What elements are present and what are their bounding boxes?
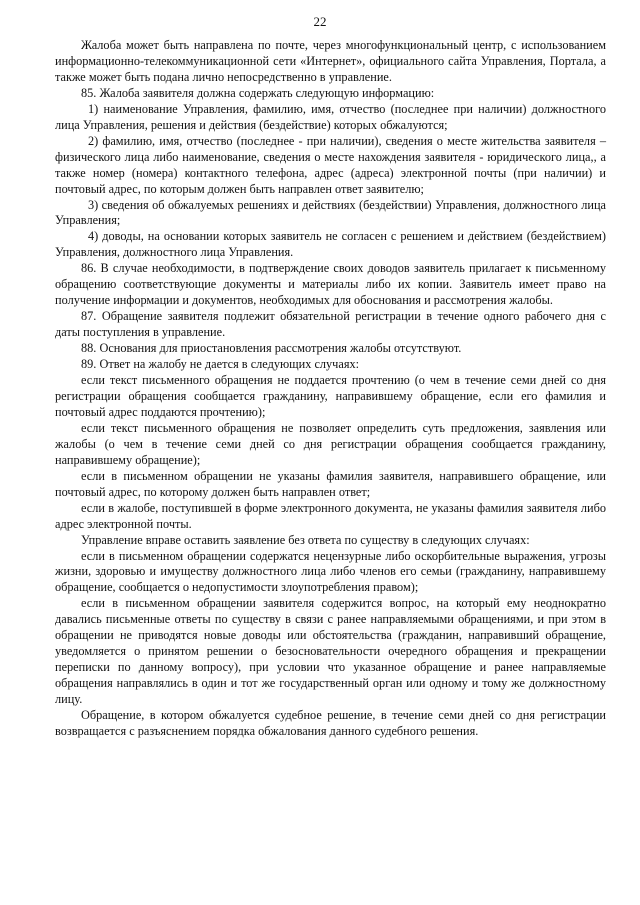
paragraph-85-item-3: 3) сведения об обжалуемых решениях и действиях (бездействии) Управления, должностного лица Управления;: [55, 197, 606, 228]
paragraph-89-heading: 89. Ответ на жалобу не дается в следующих случаях:: [81, 357, 360, 372]
paragraph-85-item-2: 2) фамилию, имя, отчество (последнее - при наличии), сведения о месте жительства заявителя – физического лица либо наименование, сведения о месте нахождения заявителя - юридического лица,, а также номер (номера) контактного телефона, адрес (адреса) электронной почты (при наличии) и почтовый адрес, по которым должен быть направлен ответ заявителю;: [55, 133, 606, 196]
paragraph-87: 87. Обращение заявителя подлежит обязательной регистрации в течение одного рабочего дня с даты поступления в управление.: [55, 309, 606, 340]
paragraph-89-case-2: если текст письменного обращения не позволяет определить суть предложения, заявления или жалобы (о чем в течение семи дней со дня регистрации обращения сообщается гражданину, направившему обращение);: [55, 420, 606, 467]
paragraph-no-answer-case-2: если в письменном обращении заявителя содержится вопрос, на который ему неоднократно давались письменные ответы по существу в связи с ранее направляемыми обращениями, и при этом в обращении не приводятся новые доводы или обстоятельства (гражданин, направивший обращение, уведомляется о принятом решении о безосновательности очередного обращения и прекращении переписки по данному вопросу), при условии что указанное обращение и ранее направляемые обращения направлялись в один и тот же государственный орган или одному и тому же должностному лицу.: [55, 596, 606, 707]
paragraph-89-case-4: если в жалобе, поступившей в форме электронного документа, не указаны фамилия заявителя либо адрес электронной почты.: [55, 500, 606, 531]
paragraph-85-item-4: 4) доводы, на основании которых заявитель не согласен с решением и действием (бездействием) Управления, должностного лица Управления.: [55, 229, 606, 260]
paragraph-89-case-3: если в письменном обращении не указаны фамилия заявителя, направившего обращение, или почтовый адрес, по которому должен быть направлен ответ;: [55, 468, 606, 499]
paragraph-85-heading: 85. Жалоба заявителя должна содержать следующую информацию:: [81, 85, 435, 100]
page-number: 22: [313, 14, 327, 29]
paragraph-no-answer-case-1: если в письменном обращении содержатся нецензурные либо оскорбительные выражения, угрозы жизни, здоровью и имуществу должностного лица либо членов его семьи (гражданину, направившему обращение, сообщается о недопустимости злоупотребления правом);: [55, 548, 606, 595]
document-body: [55, 38, 606, 740]
paragraph-court-decision: Обращение, в котором обжалуется судебное решение, в течение семи дней со дня регистрации возвращается с разъяснением порядка обжалования данного судебного решения.: [55, 708, 606, 738]
paragraph-85-item-1: 1) наименование Управления, фамилию, имя, отчество (последнее при наличии) должностного лица Управления, решения и действия (бездействие) которых обжалуются;: [55, 101, 606, 132]
paragraph-86: 86. В случае необходимости, в подтверждение своих доводов заявитель прилагает к письменному обращению соответствующие документы и материалы либо их копии. Заявитель имеет право на получение информации и документов, необходимых для обоснования и рассмотрения жалобы.: [55, 261, 606, 308]
paragraph-89-case-1: если текст письменного обращения не поддается прочтению (о чем в течение семи дней со дня регистрации обращения сообщается гражданину, направившему обращение, если его фамилия и почтовый адрес поддаются прочтению);: [55, 373, 606, 419]
paragraph-submission-methods: Жалоба может быть направлена по почте, через многофункциональный центр, с использованием информационно-телекоммуникационной сети «Интернет», официального сайта Управления, Портала, а также может быть подана лично непосредственно в управление.: [55, 38, 606, 84]
paragraph-no-answer-heading: Управление вправе оставить заявление без ответа по существу в следующих случаях:: [81, 532, 530, 547]
paragraph-88: 88. Основания для приостановления рассмотрения жалобы отсутствуют.: [81, 341, 462, 356]
